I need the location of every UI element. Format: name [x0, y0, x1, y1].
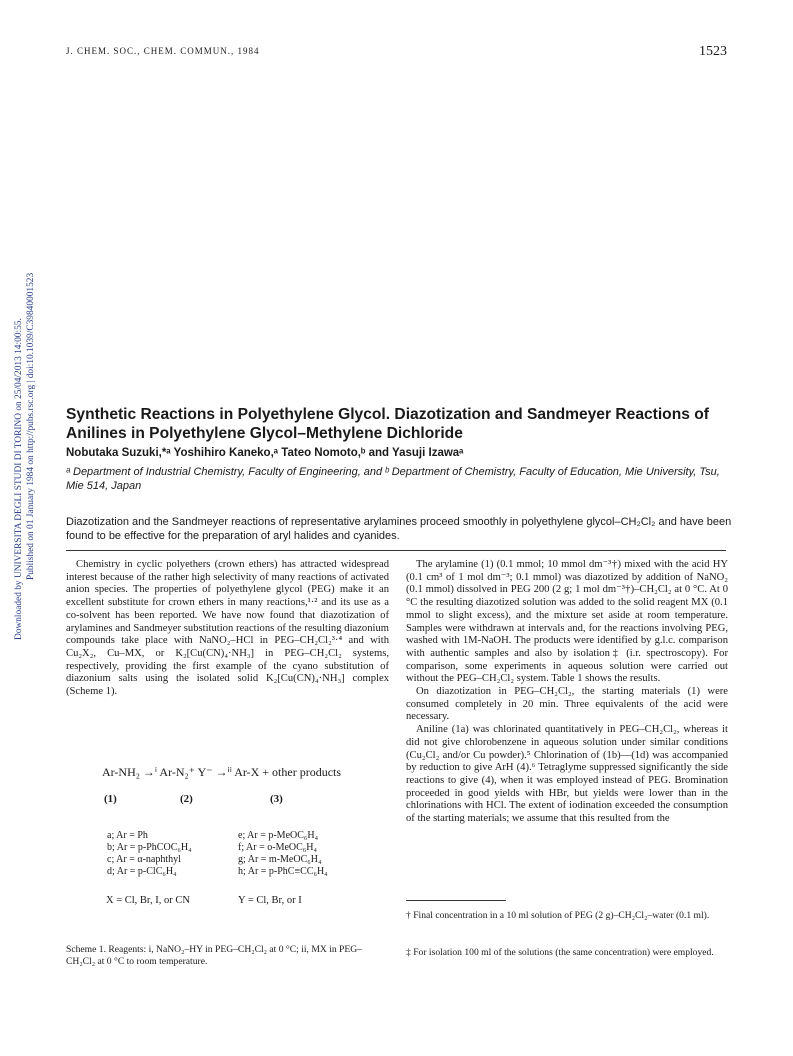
compound-label-2: (2) [180, 793, 193, 805]
footnote-double-dagger: ‡ For isolation 100 ml of the solutions (the same concentration) were employed. [406, 947, 714, 958]
article-affiliation: ᵃ Department of Industrial Chemistry, Faculty of Engineering, and ᵇ Department of Chemistry, Faculty of Education, Mie University, Tsu, Mie 514, Japan [66, 466, 720, 492]
compound-label-1: (1) [104, 793, 117, 805]
article-title: Synthetic Reactions in Polyethylene Glycol. Diazotization and Sandmeyer Reactions of Anilines in Polyethylene Glycol–Methylene Dichloride [66, 406, 709, 442]
substituent-item: e; Ar = p-MeOC₆H₄ [238, 830, 319, 841]
footnote-divider [406, 900, 506, 901]
footnote-dagger: † Final concentration in a 10 ml solution of PEG (2 g)–CH₂Cl₂–water (0.1 ml). [406, 910, 710, 921]
left-column [66, 559, 389, 699]
scheme-substituents-left [107, 830, 237, 878]
substituent-item: b; Ar = p-PhCOC₆H₄ [107, 842, 192, 853]
right-column [406, 559, 728, 826]
substituent-item: d; Ar = p-ClC₆H₄ [107, 866, 177, 877]
substituent-item: a; Ar = Ph [107, 830, 148, 841]
scheme-equation: Ar-NH₂ →ⁱ Ar-N₂⁺ Y⁻ →ⁱⁱ Ar-X + other products [102, 765, 342, 779]
stamp-line-published: Published on 01 January 1984 on http://pubs.rsc.org | doi:10.1039/C39840001523 [26, 272, 36, 580]
substituent-item: g; Ar = m-MeOC₆H₄ [238, 854, 322, 865]
intro-paragraph: Chemistry in cyclic polyethers (crown ethers) has attracted widespread interest because of the rather high selectivity of many reactions of activated anion species. The properties of polyethylene glycol (PEG) make it an excellent substitute for crown ethers in many reactions,¹·² and its use as a co-solvent has been reported. We have now found that diazotization of arylamines and Sandmeyer substitution reactions of the resulting diazonium compounds take place with NaNO₂–HCl in PEG–CH₂Cl₂³·⁴ and with Cu₂X₂, Cu–MX, or K₂[Cu(CN)₄·NH₃] in PEG–CH₂Cl₂ systems, respectively, providing the first example of the cyano substitution of diazonium salts using the isolated solid K₂[Cu(CN)₄·NH₃] complex (Scheme 1). [66, 559, 389, 698]
results-paragraph: Aniline (1a) was chlorinated quantitatively in PEG–CH₂Cl₂, whereas it did not give chlorobenzene in aqueous solution under similar conditions (Cu₂Cl₂ and/or Cu powder).⁵ Chlorination of (1b)—(1d) was accompanied by reduction to give ArH (4).⁶ Tetraglyme suppressed significantly the side reactions to give (4), when it was employed instead of PEG. Bromination proceeded in good yields with HBr, but yields were lower than in the chlorinations with HCl. The extent of iodination exceeded the consumption of the starting materials; we assume that this resulted from the [406, 724, 728, 825]
article-authors: Nobutaka Suzuki,*ᵃ Yoshihiro Kaneko,ᵃ Tateo Nomoto,ᵇ and Yasuji Izawaᵃ [66, 447, 464, 459]
page-number: 1523 [699, 44, 727, 59]
scheme-y-definition: Y = Cl, Br, or I [238, 895, 302, 906]
journal-header: J. CHEM. SOC., CHEM. COMMUN., 1984 [66, 46, 260, 56]
scheme-caption: Scheme 1. Reagents: i, NaNO₂–HY in PEG–CH₂Cl₂ at 0 °C; ii, MX in PEG–CH₂Cl₂ at 0 °C to room temperature. [66, 944, 362, 967]
diazotization-paragraph: On diazotization in PEG–CH₂Cl₂, the starting materials (1) were consumed completely in 20 min. Three equivalents of the acid were necessary. [406, 686, 728, 723]
stamp-line-downloaded: Downloaded by UNIVERSITA DEGLI STUDI DI TORINO on 25/04/2013 14:00:55. [14, 318, 24, 640]
abstract-divider [66, 550, 726, 551]
article-abstract: Diazotization and the Sandmeyer reactions of representative arylamines proceed smoothly in polyethylene glycol–CH₂Cl₂ and have been found to be effective for the preparation of aryl halides and cyanides. [66, 516, 732, 542]
substituent-item: c; Ar = α-naphthyl [107, 854, 181, 865]
compound-label-3: (3) [270, 793, 283, 805]
scheme-x-definition: X = Cl, Br, I, or CN [106, 895, 190, 906]
download-stamp [8, 240, 42, 660]
substituent-item: f; Ar = o-MeOC₆H₄ [238, 842, 317, 853]
scheme-substituents-right [238, 830, 388, 878]
substituent-item: h; Ar = p-PhC≡CC₆H₄ [238, 866, 328, 877]
method-paragraph: The arylamine (1) (0.1 mmol; 10 mmol dm⁻³†) mixed with the acid HY (0.1 cm³ of 1 mol dm⁻³; 0.1 mmol) was diazotized by addition of NaNO₂ (0.1 mmol) dissolved in PEG 200 (2 g; 1 mol dm⁻³†)–CH₂Cl₂ at 0 °C. At 0 °C the resulting diazotized solution was added to the solid reagent MX (0.1 mmol to slight excess), and the mixture set aside at room temperature. Samples were withdrawn at intervals and, for the reactions involving PEG, washed with 1M-NaOH. The products were identified by g.l.c. comparison with authentic samples and also by isolation‡ (i.r. spectroscopy). For comparison, some experiments in aqueous solution were carried out without the PEG–CH₂Cl₂ system. Table 1 shows the results. [406, 559, 728, 685]
